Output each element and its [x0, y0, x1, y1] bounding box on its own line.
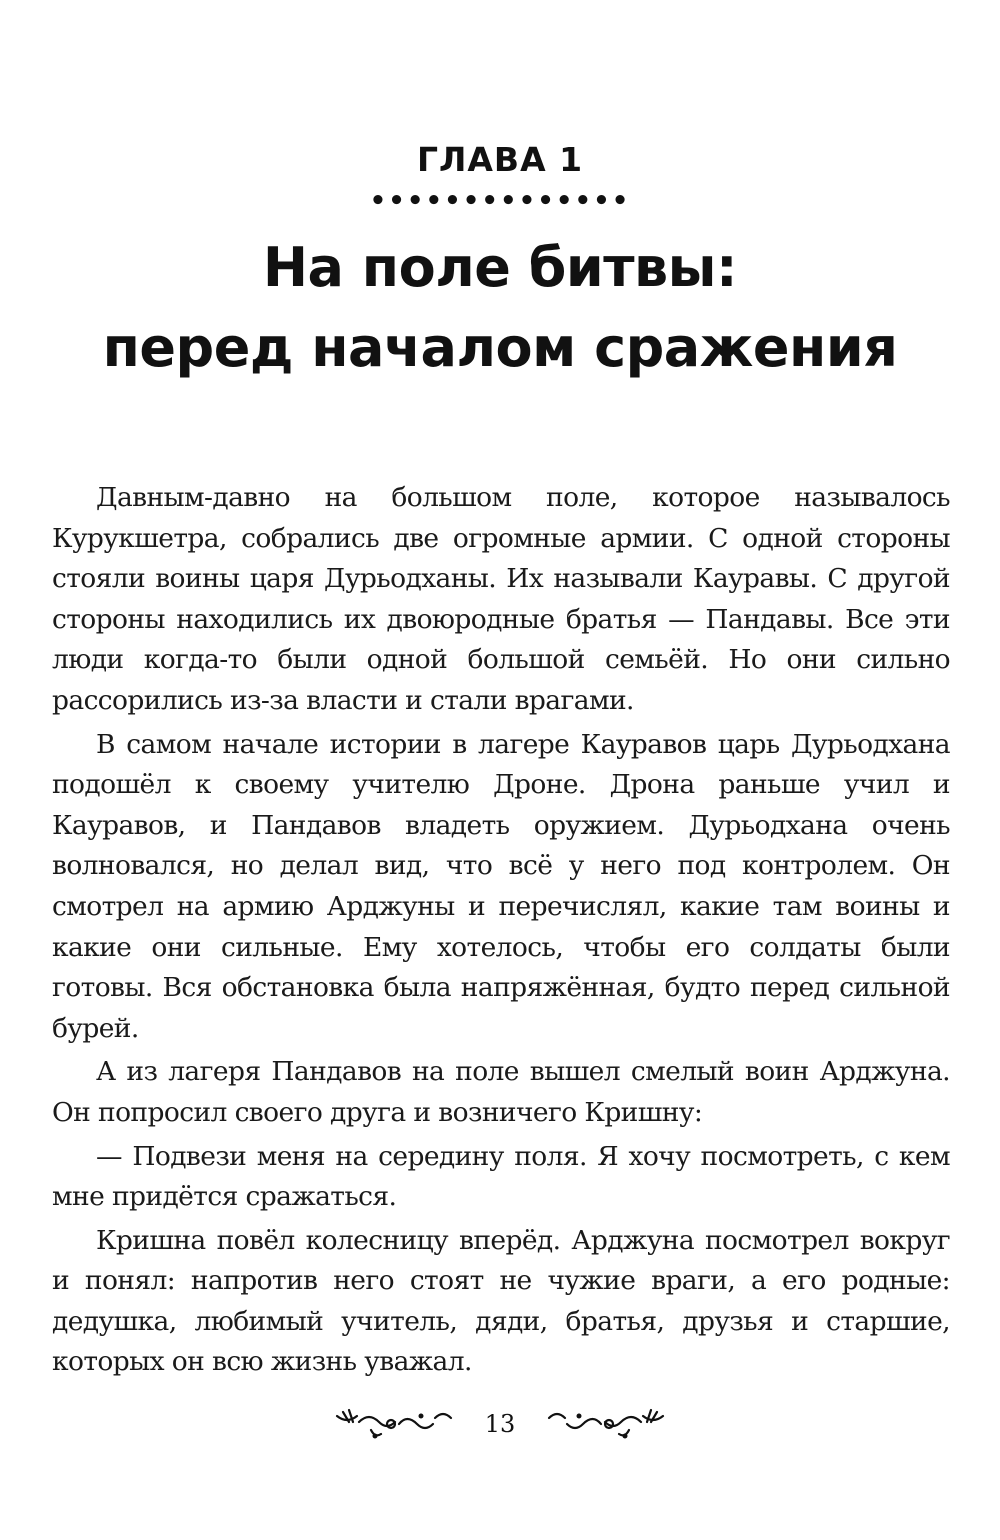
paragraph: — Подвези меня на середину поля. Я хочу посмотреть, с кем мне придётся сражаться. — [52, 1140, 950, 1213]
chapter-label: ГЛАВА 1 — [416, 140, 584, 179]
page-footer — [0, 1404, 1000, 1444]
floral-ornament-left-icon — [335, 1404, 455, 1444]
floral-ornament-right-icon — [545, 1404, 665, 1444]
chapter-title — [0, 228, 1000, 388]
chapter-title-line2: перед началом сражения — [102, 316, 898, 379]
paragraph: Кришна повёл колесницу вперёд. Арджуна посмотрел вокруг и понял: напротив него стоят не чужие враги, а его родные: дедушка, любимый учитель, дяди, братья, друзья и старшие, которых он всю жизнь уважал. — [52, 1224, 950, 1378]
paragraph: А из лагеря Пандавов на поле вышел смелый воин Арджуна. Он попросил своего друга и возничего Кришну: — [52, 1056, 950, 1128]
body-text — [52, 478, 950, 1386]
paragraph: В самом начале истории в лагере Кауравов царь Дурьодхана подошёл к своему учителю Дроне. Дрона раньше учил и Кауравов, и Пандавов владеть оружием. Дурьодхана очень волновался, но делал вид, что всё у него под контролем. Он смотрел на армию Арджуны и перечислял, какие там воины и какие они сильные. Ему хотелось, чтобы его солдаты были готовы. Вся обстановка была напряжённая, будто перед сильной бурей. — [52, 728, 950, 1044]
chapter-title-line1: На поле битвы: — [262, 236, 738, 299]
paragraph: Давным-давно на большом поле, которое называлось Курукшетра, собрались две огромные армии. С одной стороны стояли воины царя Дурьодханы. Их называли Кауравы. С другой стороны находились их двоюродные братья — Пандавы. Все эти люди когда-то были одной большой семьёй. Но они сильно рассорились из-за власти и стали врагами. — [52, 482, 950, 716]
page-number: 13 — [484, 1410, 516, 1438]
dotted-separator: •••••••••••••• — [369, 186, 631, 216]
